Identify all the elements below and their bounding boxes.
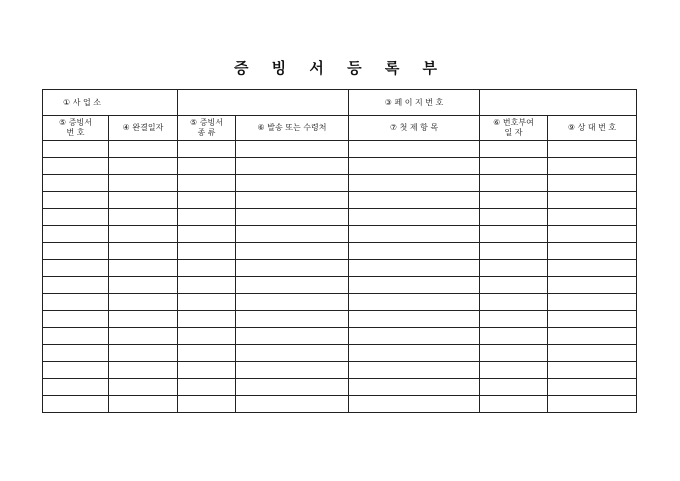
entry-cell[interactable] (109, 192, 178, 209)
table-row (43, 277, 637, 294)
entry-cell[interactable] (178, 379, 236, 396)
header-sender-receiver (236, 116, 349, 141)
entry-cell[interactable] (43, 226, 109, 243)
table-row (43, 141, 637, 158)
entry-cell[interactable] (349, 311, 480, 328)
entry-cell[interactable] (109, 345, 178, 362)
entry-cell[interactable] (109, 158, 178, 175)
entry-cell[interactable] (43, 175, 109, 192)
entry-cell[interactable] (178, 192, 236, 209)
entry-cell[interactable] (236, 379, 349, 396)
table-row (43, 345, 637, 362)
entry-cell[interactable] (178, 141, 236, 158)
entry-cell[interactable] (43, 294, 109, 311)
entry-cell[interactable] (236, 294, 349, 311)
entry-cell[interactable] (480, 311, 548, 328)
entry-cell[interactable] (109, 328, 178, 345)
entry-cell[interactable] (178, 260, 236, 277)
entry-cell[interactable] (480, 396, 548, 413)
header-completion-date-label: ④ 완결일자 (122, 123, 164, 132)
entry-cell[interactable] (109, 362, 178, 379)
entry-cell[interactable] (178, 328, 236, 345)
entry-cell[interactable] (178, 243, 236, 260)
entry-cell[interactable] (178, 226, 236, 243)
entry-cell[interactable] (548, 294, 637, 311)
business-label-cell (43, 90, 178, 116)
table-row (43, 260, 637, 277)
table-row (43, 209, 637, 226)
table-row (43, 311, 637, 328)
business-label: ① 사 업 소 (63, 97, 101, 107)
entry-cell[interactable] (236, 260, 349, 277)
entry-cell[interactable] (548, 243, 637, 260)
entry-cell[interactable] (480, 192, 548, 209)
entry-cell[interactable] (236, 345, 349, 362)
header-first-item (349, 116, 480, 141)
entry-cell[interactable] (236, 328, 349, 345)
entry-cell[interactable] (178, 362, 236, 379)
entry-cell[interactable] (109, 260, 178, 277)
entry-cell[interactable] (236, 192, 349, 209)
entry-cell[interactable] (236, 362, 349, 379)
entry-cell[interactable] (109, 294, 178, 311)
page-title: 증 빙 서 등 록 부 (233, 59, 447, 77)
entry-cell[interactable] (349, 158, 480, 175)
entry-cell[interactable] (548, 328, 637, 345)
header-voucher-type-line1: ⑤ 증빙서 (190, 118, 223, 127)
header-voucher-type-line2: 종 류 (197, 128, 216, 137)
entry-cell[interactable] (480, 141, 548, 158)
entry-cell[interactable] (349, 294, 480, 311)
entry-cell[interactable] (178, 311, 236, 328)
entry-cell[interactable] (43, 260, 109, 277)
entry-cell[interactable] (548, 260, 637, 277)
table-row (43, 328, 637, 345)
entry-cell[interactable] (480, 226, 548, 243)
header-counter-number-label: ⑨ 상 대 번 호 (567, 123, 617, 132)
table-row (43, 294, 637, 311)
entry-cell[interactable] (349, 396, 480, 413)
entry-cell[interactable] (349, 209, 480, 226)
entry-cell[interactable] (43, 141, 109, 158)
entry-cell[interactable] (178, 345, 236, 362)
entry-cell[interactable] (349, 141, 480, 158)
entry-cell[interactable] (43, 277, 109, 294)
entry-cell[interactable] (178, 277, 236, 294)
table-row (43, 192, 637, 209)
entry-cell[interactable] (109, 243, 178, 260)
header-numbering-date-line2: 일 자 (504, 128, 523, 137)
entry-cell[interactable] (548, 192, 637, 209)
register-rows (43, 141, 637, 413)
entry-cell[interactable] (349, 226, 480, 243)
entry-cell[interactable] (109, 311, 178, 328)
entry-cell[interactable] (548, 175, 637, 192)
header-voucher-number-line1: ⑤ 증빙서 (59, 118, 92, 127)
entry-cell[interactable] (349, 379, 480, 396)
header-completion-date (109, 116, 178, 141)
entry-cell[interactable] (548, 158, 637, 175)
entry-cell[interactable] (548, 379, 637, 396)
entry-cell[interactable] (236, 311, 349, 328)
entry-cell[interactable] (349, 175, 480, 192)
entry-cell[interactable] (236, 209, 349, 226)
entry-cell[interactable] (236, 277, 349, 294)
header-voucher-type (178, 116, 236, 141)
entry-cell[interactable] (43, 243, 109, 260)
header-voucher-number-line2: 번 호 (66, 128, 85, 137)
table-row (43, 175, 637, 192)
entry-cell[interactable] (43, 396, 109, 413)
header-info-row (43, 90, 637, 116)
entry-cell[interactable] (480, 260, 548, 277)
table-row (43, 243, 637, 260)
table-row (43, 362, 637, 379)
entry-cell[interactable] (178, 396, 236, 413)
page-value-cell[interactable] (480, 90, 637, 116)
entry-cell[interactable] (43, 311, 109, 328)
entry-cell[interactable] (480, 294, 548, 311)
entry-cell[interactable] (548, 396, 637, 413)
register-table (42, 89, 637, 413)
entry-cell[interactable] (109, 277, 178, 294)
entry-cell[interactable] (548, 226, 637, 243)
entry-cell[interactable] (480, 345, 548, 362)
entry-cell[interactable] (236, 141, 349, 158)
entry-cell[interactable] (236, 158, 349, 175)
entry-cell[interactable] (349, 345, 480, 362)
entry-cell[interactable] (178, 294, 236, 311)
entry-cell[interactable] (236, 175, 349, 192)
entry-cell[interactable] (548, 362, 637, 379)
entry-cell[interactable] (480, 277, 548, 294)
entry-cell[interactable] (480, 362, 548, 379)
entry-cell[interactable] (109, 226, 178, 243)
header-counter-number (548, 116, 637, 141)
entry-cell[interactable] (480, 209, 548, 226)
entry-cell[interactable] (349, 277, 480, 294)
entry-cell[interactable] (43, 345, 109, 362)
entry-cell[interactable] (236, 226, 349, 243)
entry-cell[interactable] (349, 260, 480, 277)
table-row (43, 226, 637, 243)
entry-cell[interactable] (43, 209, 109, 226)
entry-cell[interactable] (109, 141, 178, 158)
entry-cell[interactable] (109, 209, 178, 226)
entry-cell[interactable] (109, 396, 178, 413)
entry-cell[interactable] (349, 192, 480, 209)
entry-cell[interactable] (109, 175, 178, 192)
entry-cell[interactable] (43, 362, 109, 379)
entry-cell[interactable] (480, 243, 548, 260)
entry-cell[interactable] (548, 345, 637, 362)
header-sender-receiver-label: ⑥ 발송 또는 수령처 (257, 123, 327, 132)
header-numbering-date-line1: ⑥ 번호부여 (493, 118, 534, 127)
entry-cell[interactable] (236, 243, 349, 260)
entry-cell[interactable] (178, 209, 236, 226)
entry-cell[interactable] (548, 209, 637, 226)
header-voucher-number (43, 116, 109, 141)
entry-cell[interactable] (548, 277, 637, 294)
entry-cell[interactable] (480, 158, 548, 175)
entry-cell[interactable] (480, 379, 548, 396)
column-header-row (43, 116, 637, 141)
entry-cell[interactable] (480, 175, 548, 192)
entry-cell[interactable] (178, 175, 236, 192)
entry-cell[interactable] (109, 379, 178, 396)
table-row (43, 396, 637, 413)
entry-cell[interactable] (43, 158, 109, 175)
entry-cell[interactable] (349, 328, 480, 345)
entry-cell[interactable] (43, 328, 109, 345)
entry-cell[interactable] (349, 362, 480, 379)
table-row (43, 379, 637, 396)
page-label-cell (349, 90, 480, 116)
header-first-item-label: ⑦ 첫 제 항 목 (389, 123, 439, 132)
page-label: ③ 페 이 지 번 호 (384, 97, 444, 107)
entry-cell[interactable] (480, 328, 548, 345)
table-row (43, 158, 637, 175)
entry-cell[interactable] (178, 158, 236, 175)
business-value-cell[interactable] (178, 90, 349, 116)
entry-cell[interactable] (43, 379, 109, 396)
entry-cell[interactable] (548, 311, 637, 328)
entry-cell[interactable] (43, 192, 109, 209)
entry-cell[interactable] (236, 396, 349, 413)
entry-cell[interactable] (548, 141, 637, 158)
entry-cell[interactable] (349, 243, 480, 260)
header-numbering-date (480, 116, 548, 141)
